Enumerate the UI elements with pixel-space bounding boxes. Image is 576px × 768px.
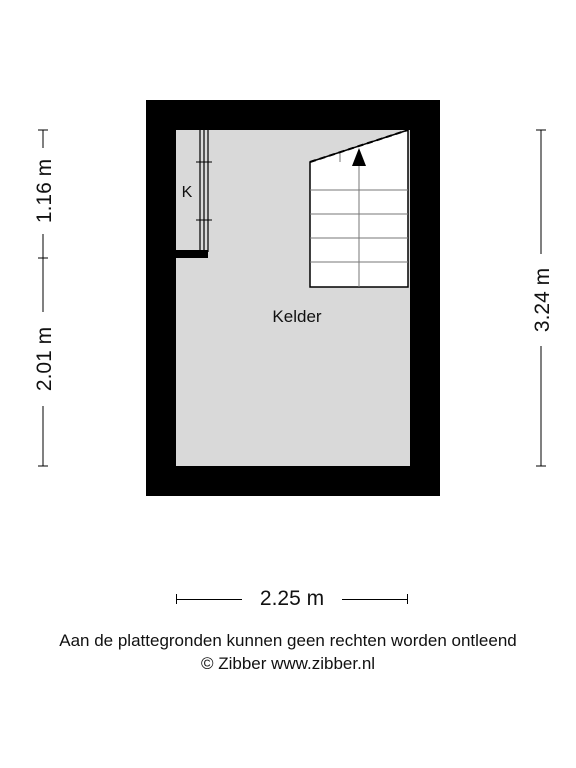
room-label-kelder: Kelder	[272, 307, 322, 326]
closet-label: K	[181, 184, 193, 201]
dim-label-lower-left: 2.01 m	[33, 326, 56, 392]
dim-label-width: 2.25 m	[259, 587, 325, 610]
dim-tick-right	[407, 594, 408, 604]
closet-wall	[176, 250, 208, 258]
copyright-text: © Zibber www.zibber.nl	[200, 654, 376, 673]
dim-label-right: 3.24 m	[531, 267, 554, 333]
disclaimer-text: Aan de plattegronden kunnen geen rechten worden ontleend	[59, 631, 517, 650]
dimension-width	[176, 584, 408, 616]
dim-label-upper-left: 1.16 m	[33, 158, 56, 224]
dim-line-right	[342, 599, 408, 600]
